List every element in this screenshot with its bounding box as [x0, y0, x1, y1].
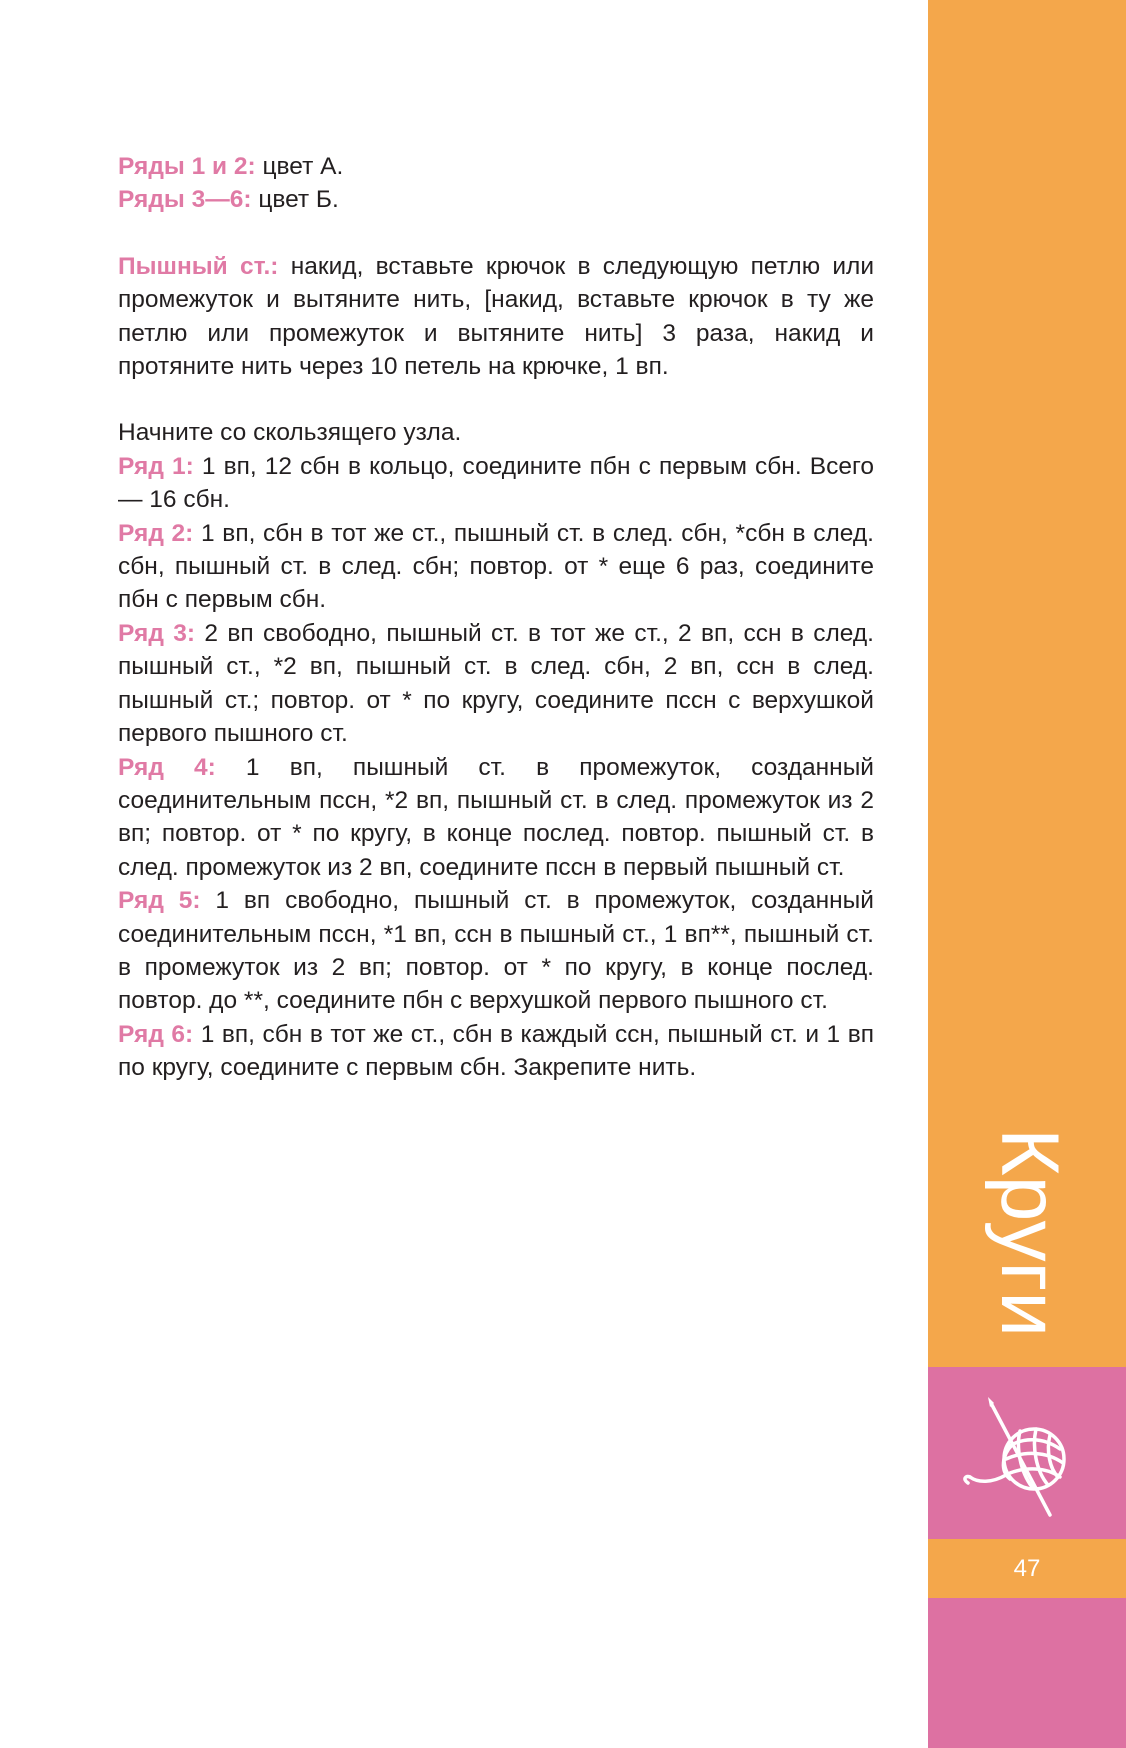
- pattern-paragraph: [118, 751, 874, 885]
- row-text: 1 вп, сбн в тот же ст., сбн в каждый ссн, пышный ст. и 1 вп по кругу, соедините с первым сбн. Закрепите нить.: [118, 1020, 874, 1082]
- paragraph-gap: [118, 383, 874, 416]
- row-text: цвет А.: [255, 153, 344, 180]
- pattern-paragraph: [118, 416, 874, 449]
- pattern-text: [118, 150, 874, 1085]
- sidebar: [928, 0, 1126, 1748]
- yarn-ball-crochet-hook-icon: [928, 1367, 1126, 1539]
- page-number: 47: [1013, 1555, 1041, 1582]
- row-label: Ряд 3:: [118, 619, 196, 647]
- sidebar-pink-bottom: [928, 1598, 1126, 1748]
- pattern-paragraph: [118, 150, 874, 183]
- paragraph-gap: [118, 217, 874, 250]
- pattern-paragraph: [118, 884, 874, 1018]
- row-text: Начните со скользящего узла.: [118, 419, 462, 447]
- row-text: 1 вп свободно, пышный ст. в промежуток, созданный соединительным пссн, *1 вп, ссн в пышный ст., 1 вп**, пышный ст. в промежуток из 2 вп; повтор. от * по кругу, в конце послед. повтор. до **, соедините пбн с верхушкой первого пышного ст.: [118, 887, 874, 1015]
- row-label: Ряд 1:: [118, 452, 194, 480]
- row-label: Ряд 4:: [118, 753, 216, 781]
- pattern-paragraph: [118, 450, 874, 517]
- pattern-paragraph: [118, 250, 874, 384]
- row-label: Ряды 1 и 2:: [118, 153, 256, 180]
- row-text: накид, вставьте крючок в следующую петлю или промежуток и вытяните нить, [накид, вставьте крючок в ту же петлю или промежуток и вытяните нить] 3 раза, накид и протяните нить через 10 петель на крючке, 1 вп.: [118, 252, 875, 381]
- row-label: Ряды 3—6:: [118, 186, 252, 214]
- row-text: 2 вп свободно, пышный ст. в тот же ст., 2 вп, ссн в след. пышный ст., *2 вп, пышный ст. в след. сбн, 2 вп, ссн в след. пышный ст.; повтор. от * по кругу, соедините пссн с верхушкой первого пышного ст.: [118, 619, 874, 748]
- row-label: Ряд 2:: [118, 519, 194, 547]
- pattern-paragraph: [118, 517, 874, 617]
- logo-band: [928, 1367, 1126, 1539]
- section-title-wrap: [984, 1128, 1075, 1338]
- row-label: Ряд 6:: [118, 1020, 194, 1048]
- row-text: 1 вп, пышный ст. в промежуток, созданный соединительным пссн, *2 вп, пышный ст. в след. промежуток из 2 вп; повтор. от * по кругу, в конце послед. повтор. пышный ст. в след. промежуток из 2 вп, соедините пссн в первый пышный ст.: [118, 753, 874, 881]
- row-label: Пышный ст.:: [118, 252, 279, 280]
- pattern-paragraph: [118, 183, 874, 216]
- pattern-paragraph: [118, 617, 874, 751]
- row-label: Ряд 5:: [118, 887, 201, 915]
- row-text: 1 вп, 12 сбн в кольцо, соедините пбн с первым сбн. Всего — 16 сбн.: [118, 452, 874, 514]
- pattern-paragraph: [118, 1018, 874, 1085]
- row-text: 1 вп, сбн в тот же ст., пышный ст. в след. сбн, *сбн в след. сбн, пышный ст. в след. сбн; повтор. от * еще 6 раз, соедините пбн с первым сбн.: [118, 519, 874, 614]
- section-title: Круги: [984, 1128, 1075, 1338]
- row-text: цвет Б.: [251, 186, 339, 214]
